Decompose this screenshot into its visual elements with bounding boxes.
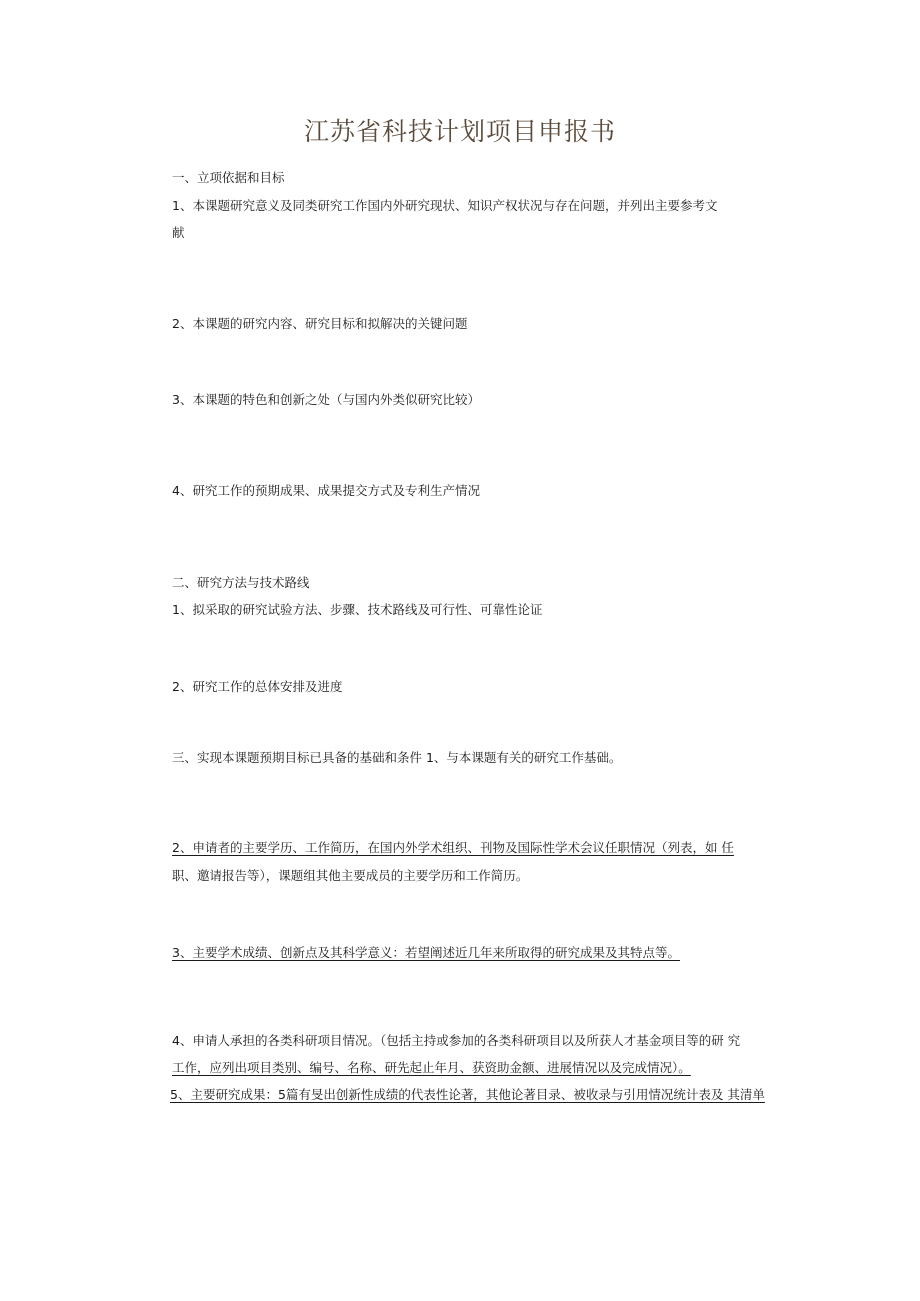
item-3-2-line-1: 2、申请者的主要学历、工作简历，在国内外学术组织、刊物及国际性学术会议任职情况（列表，如 任 bbox=[172, 840, 734, 855]
item-3-4-line-2: 工作，应列出项目类别、编号、名称、研先起止年月、获资助金额、进展情况以及完成情况）。 bbox=[172, 1060, 691, 1075]
section-heading-3: 三、实现本课题预期目标已具备的基础和条件 1、与本课题有关的研究工作基础。 bbox=[172, 750, 622, 765]
item-1-4: 4、研究工作的预期成果、成果提交方式及专利生产情况 bbox=[172, 483, 480, 498]
section-heading-1: 一、立项依据和目标 bbox=[172, 170, 285, 185]
item-3-4-line-1: 4、申请人承担的各类科研项目情况。（包括主持或参加的各类科研项目以及所获人才基金项目等的研 究 bbox=[172, 1033, 741, 1048]
item-3-3: 3、主要学术成绩、创新点及其科学意义：若望阐述近几年来所取得的研究成果及其特点等。 bbox=[172, 945, 680, 960]
item-1-3: 3、本课题的特色和创新之处（与国内外类似研究比较） bbox=[172, 392, 480, 407]
section-heading-2: 二、研究方法与技术路线 bbox=[172, 575, 310, 590]
item-3-5: 5、主要研究成果：5篇有旻出创新性成绩的代表性论著，其他论著目录、被收录与引用情况统计表及 其清单 bbox=[170, 1087, 765, 1102]
document-title: 江苏省科技计划项目申报书 bbox=[303, 117, 616, 146]
item-1-2: 2、本课题的研究内容、研究目标和拟解决的关键问题 bbox=[172, 316, 468, 331]
item-1-1-line-1: 1、本课题研究意义及同类研究工作国内外研究现状、知识产权状况与存在问题，并列出主要参考文 bbox=[172, 198, 718, 213]
item-3-2-line-2: 职、邀请报告等），课题组其他主要成员的主要学历和工作简历。 bbox=[172, 868, 529, 883]
item-2-2: 2、研究工作的总体安排及进度 bbox=[172, 679, 343, 694]
item-2-1: 1、拟采取的研究试验方法、步骤、技术路线及可行性、可靠性论证 bbox=[172, 602, 543, 617]
item-1-1-line-2: 献 bbox=[172, 225, 185, 240]
